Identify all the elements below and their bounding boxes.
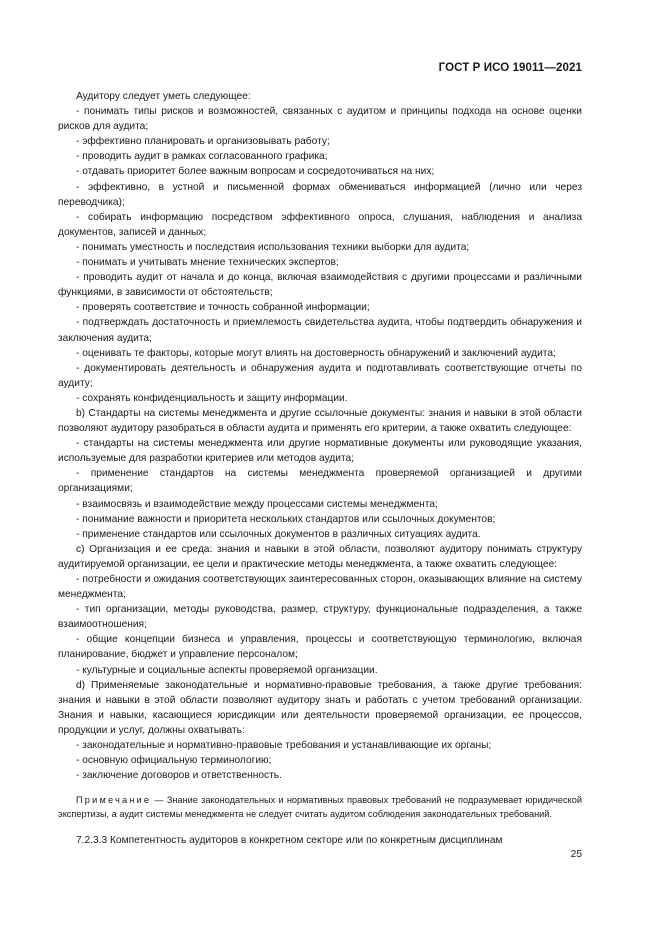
list-item: - эффективно, в устной и письменной формах обмениваться информацией (лично или через переводчика); bbox=[58, 181, 582, 208]
list-item: - применение стандартов или ссылочных документов в различных ситуациях аудита. bbox=[76, 528, 481, 540]
list-item: - проверять соответствие и точность собранной информации; bbox=[76, 302, 370, 314]
list-item: - применение стандартов на системы менеджмента проверяемой организацией и другими организациями; bbox=[58, 468, 582, 495]
list-item: - проводить аудит от начала и до конца, включая взаимодействия с другими процессами и различными функциями, в зависимости от обстоятельств; bbox=[58, 272, 582, 299]
list-item: - проводить аудит в рамках согласованного графика; bbox=[76, 151, 328, 163]
list-item: - эффективно планировать и организовывать работу; bbox=[76, 136, 330, 148]
list-item: - взаимосвязь и взаимодействие между процессами системы менеджмента; bbox=[76, 498, 438, 510]
paragraph: Аудитору следует уметь следующее: bbox=[76, 91, 251, 102]
list-item: - культурные и социальные аспекты проверяемой организации. bbox=[76, 664, 378, 676]
list-item: - документировать деятельность и обнаружения аудита и подготавливать соответствующие отчеты по аудиту; bbox=[58, 362, 582, 389]
list-item: - тип организации, методы руководства, размер, структуру, функциональные подразделения, а также взаимоотношения; bbox=[58, 604, 582, 631]
list-item: - оценивать те факторы, которые могут влиять на достоверность обнаружений и заключений аудита; bbox=[76, 347, 556, 359]
list-item: - понимание важности и приоритета нескольких стандартов или ссылочных документов; bbox=[76, 513, 496, 525]
list-item: - понимать и учитывать мнение технических экспертов; bbox=[76, 257, 339, 269]
list-item: - потребности и ожидания соответствующих заинтересованных сторон, оказывающих влияние на систему менеджмента; bbox=[58, 574, 582, 601]
note-label: Примечание bbox=[76, 795, 152, 806]
section-c-paragraph: c) Организация и ее среда: знания и навыки в этой области, позволяют аудитору понимать структуру аудитируемой организации, ее цели и практические методы менеджмента, а также охватить следующее: bbox=[58, 543, 582, 570]
list-item: - понимать типы рисков и возможностей, связанных с аудитом и принципы подхода на основе оценки рисков для аудита; bbox=[58, 106, 582, 133]
note bbox=[58, 794, 582, 820]
main-content bbox=[58, 89, 582, 848]
list-item: - законодательные и нормативно-правовые требования и устанавливающие их органы; bbox=[76, 740, 492, 752]
list-item: - общие концепции бизнеса и управления, процессы и соответствующую терминологию, включая планирование, бюджет и управление персоналом; bbox=[58, 634, 582, 661]
list-item: - сохранять конфиденциальность и защиту информации. bbox=[76, 392, 348, 404]
list-item: - собирать информацию посредством эффективного опроса, слушания, наблюдения и анализа документов, записей и данных; bbox=[58, 211, 582, 238]
note-text: — Знание законодательных и нормативных правовых требований не подразумевает юридической экспертизы, а аудит системы менеджмента не следует считать аудитом соблюдения законодательных требований. bbox=[58, 795, 582, 819]
list-item: - подтверждать достаточность и приемлемость свидетельства аудита, чтобы подтвердить обнаружения и заключения аудита; bbox=[58, 317, 582, 344]
section-d-paragraph: d) Применяемые законодательные и нормативно-правовые требования, а также другие требования: знания и навыки в этой области позволяют аудитору знать и работать с учетом требований организации. Знания и навыки, касающиеся юрисдикции или деятельности проверяемой организации, ее процессов, продукции и услуг, должны охватывать: bbox=[58, 679, 582, 736]
section-b-paragraph: b) Стандарты на системы менеджмента и другие ссылочные документы: знания и навыки в этой области позволяют аудитору разобраться в области аудита и применять его критерии, а также охватить следующее: bbox=[58, 407, 582, 435]
list-item: - основную официальную терминологию; bbox=[76, 755, 272, 767]
list-item: - заключение договоров и ответственность. bbox=[76, 770, 282, 782]
list-item: - отдавать приоритет более важным вопросам и сосредоточиваться на них; bbox=[76, 166, 435, 178]
list-item: - понимать уместность и последствия использования техники выборки для аудита; bbox=[76, 241, 470, 253]
document-header: ГОСТ Р ИСО 19011—2021 bbox=[438, 62, 582, 74]
page-number: 25 bbox=[570, 849, 582, 860]
subsection-heading: 7.2.3.3 Компетентность аудиторов в конкретном секторе или по конкретным дисциплинам bbox=[76, 834, 503, 846]
list-item: - стандарты на системы менеджмента или другие нормативные документы или руководящие указания, используемые для разработки критериев или методов аудита; bbox=[58, 438, 582, 465]
